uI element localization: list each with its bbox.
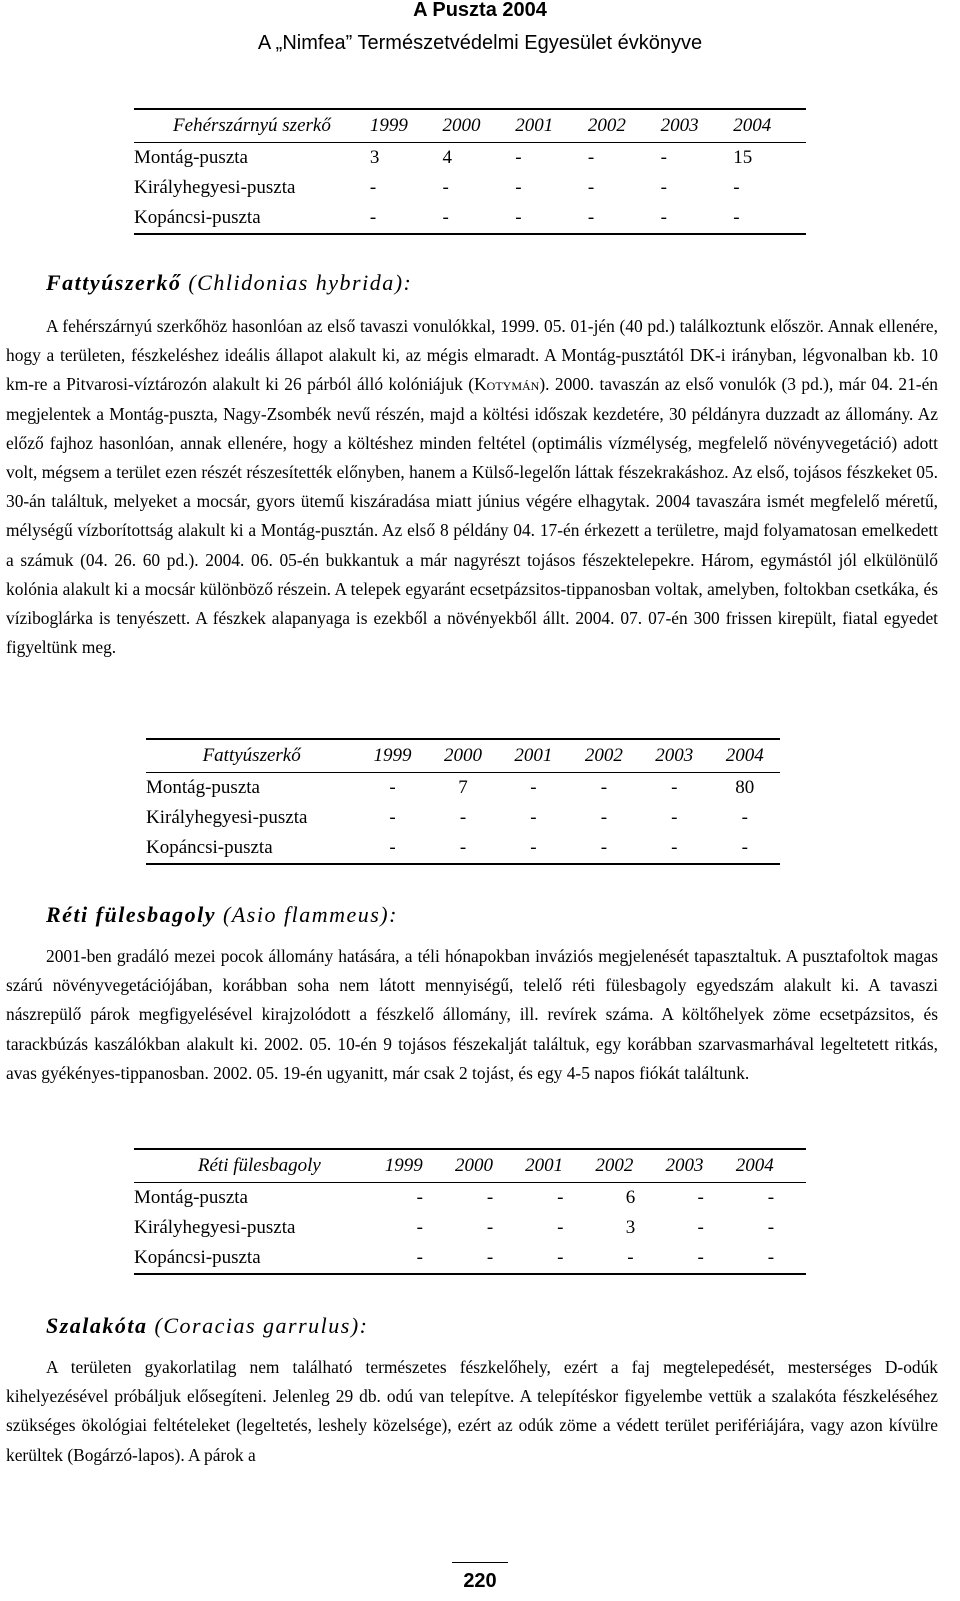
cell: - (530, 837, 537, 858)
table-header-row (134, 1149, 806, 1183)
cell: 4 (442, 147, 453, 168)
cell: 6 (625, 1187, 636, 1208)
cell: - (442, 207, 449, 228)
cell: - (416, 1217, 423, 1238)
table-row (134, 143, 806, 174)
paragraph-fattyuszerko (6, 312, 938, 662)
cell: - (389, 837, 396, 858)
cell: - (459, 807, 467, 828)
paragraph-reti-fulesbagoly: 2001-ben gradáló mezei pocok állomány hatására, a téli hónapokban inváziós megjelenését tapasztaltuk. A pusztafoltok magas szárú növényvegetációjában, korábban soha nem látott mennyiségű, telelő réti fülesbagoly egyedszám alakult ki. A tavaszi nászrepülő párok megfigyelésével kirajzolódott a fészkelő állomány, ill. revírek száma. A költőhelyek zöme ecsetpázsitos, és tarackbúzás kaszálókban alakult ki. 2002. 05. 10-én 9 tojásos fészekalját találtuk, egy korábban szarvasmarhával legeltetett ritkás, avas gyékényes-tippanosban. 2002. 05. 19-én ugyanitt, már csak 2 tojást, és egy 4-5 napos fiókát találtunk. (6, 946, 938, 1083)
cell: - (557, 1217, 564, 1238)
cell: - (587, 177, 595, 198)
cell: - (660, 147, 667, 168)
cell: 7 (458, 777, 468, 798)
year-header: 2000 (443, 745, 482, 766)
table-row (134, 173, 806, 203)
cell: - (671, 837, 678, 858)
row-label: Montág-puszta (134, 1187, 248, 1208)
table-row (134, 1213, 806, 1243)
cell: - (486, 1217, 494, 1238)
paragraph-szalakota: A területen gyakorlatilag nem található természetes fészkelőhely, ezért a faj megtelepedését, mesterséges D-odúk kihelyezésével próbáljuk elősegíteni. Jelenleg 29 db. odú van telepítve. A telepítéskor figyelembe vettük a szalakóta fészkeléséhez szükséges ökológiai feltételeket (legeltetés, leshely közelsége), ezért az odúk zöme a védett terület perifériájára, vagy azon kívülre kerültek (Bogárzó-lapos). A párok a (6, 1357, 938, 1465)
cell: 80 (735, 777, 755, 798)
paragraph-text: ). 2000. tavaszán az első vonulók (3 pd.), már 04. 21-én megjelentek a Montág-puszta, Nagy-Zsombék nevű részén, majd a költési időszak kezdetére, 30 példányra duzzadt az állomány. Az előző fajhoz hasonlóan, annak ellenére, hogy a költéshez minden feltétel (optimális vízmélység, megfelelő növényvegetáció) adott volt, mégsem a terület ezen részét részesítették előnyben, hanem a Külső-legelőn láttak fészekrakáshoz. Az első, tojásos fészkeket 05. 30-án találtuk, melyeket a mocsár, gyors ütemű kiszáradása miatt június végére elhagytak. 2004 tavaszára ismét megfelelő méretű, mélységű vízborítottság alakult ki a Montág-pusztán. Az első 8 példány 04. 17-én érkezett a területre, majd folyamatosan emelkedett a számuk (04. 26. 60 pd.). 2004. 06. 05-én bukkantuk a már nagyrészt tojásos fészektelepekre. Három, egymástól jól elkülönülő kolónia alakult ki a mocsár különböző részein. A telepek egyaránt ecsetpázsitos-tippanosban voltak, amelyben, foltokban csetkáka, és víziboglárka is tenyészett. A fészkek alapanyaga is ezekből a növényekből állt. 2004. 07. 07-én 300 frissen kirepült, fiatal egyedet figyeltünk meg. (6, 374, 938, 658)
table-row (146, 803, 780, 833)
year-header: 2003 (660, 115, 699, 136)
cell: - (515, 147, 522, 168)
cell: - (697, 1187, 704, 1208)
year-header: 2003 (665, 1155, 704, 1176)
cell: - (733, 207, 740, 228)
table-title: Fehérszárnyú szerkő (173, 115, 331, 136)
row-label: Kopáncsi-puszta (146, 837, 273, 858)
table-row (134, 1183, 806, 1214)
cell: - (459, 837, 467, 858)
cell: - (767, 1217, 775, 1238)
cell: - (442, 177, 449, 198)
table-row (146, 833, 780, 864)
table-reti-fulesbagoly (134, 1148, 806, 1275)
journal-subtitle: A „Nimfea” Természetvédelmi Egyesület évkönyve (257, 32, 703, 54)
cell: - (660, 177, 667, 198)
row-label: Királyhegyesi-puszta (134, 1217, 296, 1238)
cell: - (587, 207, 595, 228)
cell: - (587, 147, 595, 168)
species-heading-reti-fulesbagoly (46, 902, 398, 928)
cell: - (697, 1247, 704, 1268)
cell: - (557, 1247, 564, 1268)
year-header: 2001 (514, 745, 553, 766)
cell: - (557, 1187, 564, 1208)
year-header: 2003 (655, 745, 694, 766)
cell: - (741, 807, 748, 828)
table-header-row (134, 109, 806, 143)
journal-title: A Puszta 2004 (413, 0, 547, 21)
cell: - (600, 837, 608, 858)
row-label: Kopáncsi-puszta (134, 207, 261, 228)
table-title: Fattyúszerkő (202, 745, 301, 766)
cell: - (515, 207, 522, 228)
year-header: 2004 (725, 745, 764, 766)
year-header: 2001 (525, 1155, 564, 1176)
row-label: Királyhegyesi-puszta (134, 177, 296, 198)
year-header: 2004 (735, 1155, 774, 1176)
page-number: 220 (463, 1570, 497, 1592)
cell: - (741, 837, 748, 858)
cell: - (486, 1247, 494, 1268)
year-header: 1999 (373, 745, 412, 766)
species-name-latin: (Asio flammeus): (216, 902, 398, 927)
cell: - (671, 807, 678, 828)
cell: - (627, 1247, 634, 1268)
paragraph-smallcaps: Kotymán (474, 374, 540, 395)
year-header: 2000 (454, 1155, 493, 1176)
cell: - (530, 777, 537, 798)
cell: - (660, 207, 667, 228)
table-header-row (146, 739, 780, 773)
cell: - (389, 807, 396, 828)
year-header: 2000 (442, 115, 481, 136)
cell: - (416, 1187, 423, 1208)
cell: - (671, 777, 678, 798)
year-header: 2004 (733, 115, 772, 136)
row-label: Kopáncsi-puszta (134, 1247, 261, 1268)
table-fattyuszerko (146, 738, 780, 865)
cell: - (486, 1187, 494, 1208)
table-title: Réti fülesbagoly (197, 1155, 321, 1176)
cell: - (767, 1187, 775, 1208)
year-header: 2002 (595, 1155, 634, 1176)
cell: 15 (733, 147, 753, 168)
cell: - (733, 177, 740, 198)
species-name-latin: (Chlidonias hybrida): (181, 270, 413, 295)
year-header: 2002 (584, 745, 623, 766)
cell: - (369, 207, 377, 228)
row-label: Montág-puszta (146, 777, 260, 798)
cell: - (515, 177, 522, 198)
cell: 3 (625, 1217, 636, 1238)
year-header: 1999 (369, 115, 408, 136)
species-heading-fattyuszerko (46, 270, 412, 296)
cell: - (767, 1247, 775, 1268)
cell: - (697, 1217, 704, 1238)
cell: - (600, 807, 608, 828)
year-header: 2001 (515, 115, 554, 136)
year-header: 2002 (587, 115, 626, 136)
cell: - (600, 777, 608, 798)
paragraph-text: A fehérszárnyú szerkőhöz hasonlóan az első tavaszi vonulókkal, 1999. 05. 01-jén (40 pd.) találkoztunk először. Annak ellenére, hogy a területen, fészkeléshez ideális állapot alakult ki, az mégis elmaradt. A Montág-pusztától DK-i irányban, légvonalban kb. 10 km-re a Pitvarosi-víztározón alakult ki 26 párból álló kolóniájuk ( (6, 316, 938, 395)
table-row (146, 773, 780, 804)
cell: - (416, 1247, 423, 1268)
species-name-hu: Réti fülesbagoly (46, 902, 217, 927)
cell: - (530, 807, 537, 828)
cell: 3 (369, 147, 380, 168)
cell: - (369, 177, 377, 198)
table-row (134, 1243, 806, 1274)
species-name-latin: (Coracias garrulus): (147, 1313, 369, 1338)
table-row (134, 203, 806, 234)
year-header: 1999 (384, 1155, 423, 1176)
species-heading-szalakota (46, 1313, 368, 1339)
table-feherszarnyu-szerko (134, 108, 806, 235)
row-label: Királyhegyesi-puszta (146, 807, 308, 828)
row-label: Montág-puszta (134, 147, 248, 168)
page-number-rule (452, 1562, 508, 1563)
cell: - (389, 777, 396, 798)
species-name-hu: Fattyúszerkő (46, 270, 182, 295)
species-name-hu: Szalakóta (46, 1313, 148, 1338)
